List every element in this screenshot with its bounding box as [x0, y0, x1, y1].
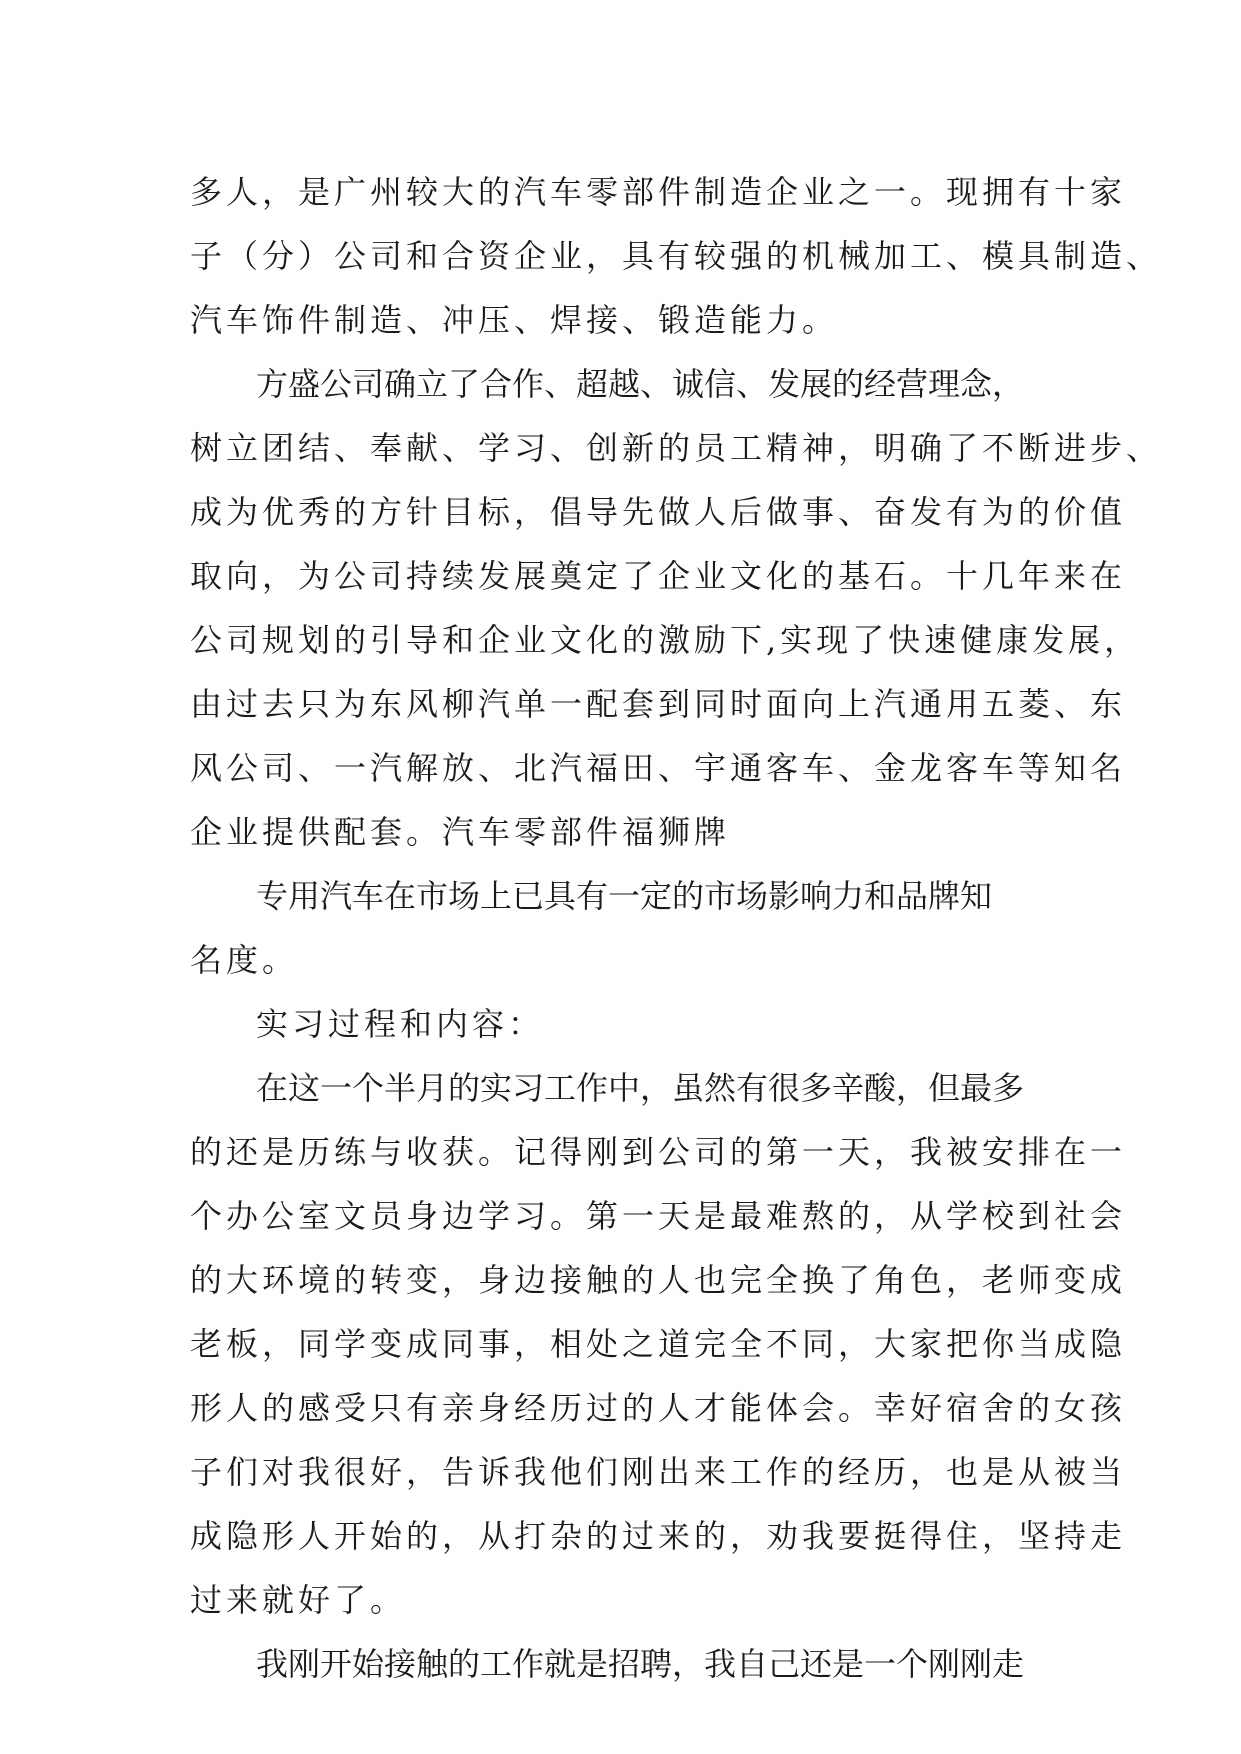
- body-text: [190, 160, 1163, 1696]
- text-line-5: 树立团结、奉献、学习、创新的员工精神，明确了不断进步、: [190, 429, 1163, 467]
- text-line-18: 的大环境的转变，身边接触的人也完全换了角色，老师变成: [190, 1261, 1127, 1299]
- text-line-12: 专用汽车在市场上已具有一定的市场影响力和品牌知: [256, 877, 993, 915]
- section-heading: 实习过程和内容：: [256, 1005, 545, 1043]
- text-line-20: 形人的感受只有亲身经历过的人才能体会。幸好宿舍的女孩: [190, 1389, 1127, 1427]
- text-line-15: 在这一个半月的实习工作中，虽然有很多辛酸，但最多: [256, 1069, 1025, 1107]
- text-line-6: 成为优秀的方针目标，倡导先做人后做事、奋发有为的价值: [190, 493, 1127, 531]
- text-line-4: 方盛公司确立了合作、超越、诚信、发展的经营理念，: [256, 365, 1025, 403]
- text-line-21: 子们对我很好，告诉我他们刚出来工作的经历，也是从被当: [190, 1453, 1127, 1491]
- text-line-11: 企业提供配套。汽车零部件福狮牌: [190, 813, 731, 851]
- text-line-1: 多人，是广州较大的汽车零部件制造企业之一。现拥有十家: [190, 173, 1127, 211]
- text-line-3: 汽车饰件制造、冲压、焊接、锻造能力。: [190, 301, 839, 339]
- text-line-10: 风公司、一汽解放、北汽福田、宇通客车、金龙客车等知名: [190, 749, 1127, 787]
- text-line-23: 过来就好了。: [190, 1581, 407, 1619]
- text-line-24: 我刚开始接触的工作就是招聘，我自己还是一个刚刚走: [256, 1645, 1025, 1683]
- text-line-13: 名度。: [190, 941, 299, 979]
- text-line-19: 老板，同学变成同事，相处之道完全不同，大家把你当成隐: [190, 1325, 1127, 1363]
- text-line-17: 个办公室文员身边学习。第一天是最难熬的，从学校到社会: [190, 1197, 1127, 1235]
- text-line-8: 公司规划的引导和企业文化的激励下,实现了快速健康发展，: [190, 621, 1141, 659]
- text-line-16: 的还是历练与收获。记得刚到公司的第一天，我被安排在一: [190, 1133, 1127, 1171]
- text-line-2: 子（分）公司和合资企业，具有较强的机械加工、模具制造、: [190, 237, 1163, 275]
- text-line-22: 成隐形人开始的，从打杂的过来的，劝我要挺得住，坚持走: [190, 1517, 1127, 1555]
- text-line-9: 由过去只为东风柳汽单一配套到同时面向上汽通用五菱、东: [190, 685, 1127, 723]
- text-line-7: 取向，为公司持续发展奠定了企业文化的基石。十几年来在: [190, 557, 1127, 595]
